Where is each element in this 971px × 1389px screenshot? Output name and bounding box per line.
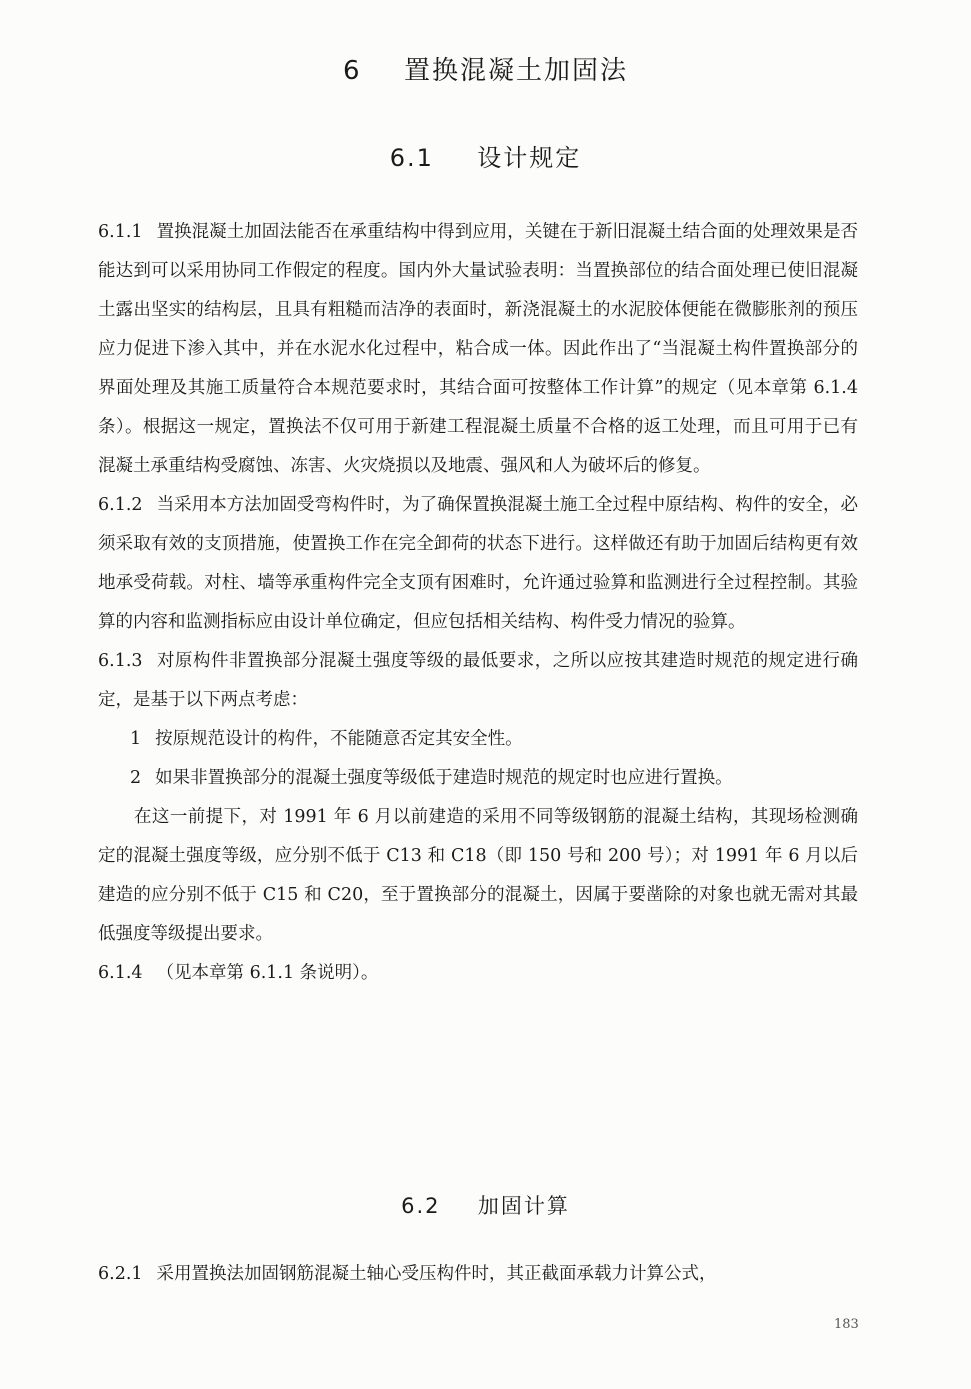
chapter-number: 6 — [342, 56, 362, 86]
clause-text: 置换混凝土加固法能否在承重结构中得到应用，关键在于新旧混凝土结合面的处理效果是否能达到可以采用协同工作假定的程度。国内外大量试验表明：当置换部位的结合面处理已使旧混凝土露出坚实的结构层，且具有粗糙而洁净的表面时，新浇混凝土的水泥胶体便能在微膨胀剂的预压应力促进下渗入其中，并在水泥水化过程中，粘合成一体。因此作出了“当混凝土构件置换部分的界面处理及其施工质量符合本规范要求时，其结合面可按整体工作计算”的规定（见本章第 6.1.4 条）。根据这一规定，置换法不仅可用于新建工程混凝土质量不合格的返工处理，而且可用于已有混凝土承重结构受腐蚀、冻害、火灾烧损以及地震、强风和人为破坏后的修复。 — [98, 222, 858, 476]
clause-6-1-2 — [98, 486, 858, 642]
chapter-title — [0, 50, 971, 87]
list-item-2 — [98, 759, 858, 798]
section-6-1-body — [98, 213, 858, 993]
clause-number: 6.1.2 — [98, 495, 143, 515]
clause-number: 6.1.1 — [98, 222, 143, 242]
section-number: 6.1 — [389, 144, 434, 172]
section-title-text: 设计规定 — [477, 144, 582, 172]
clause-text: 当采用本方法加固受弯构件时，为了确保置换混凝土施工全过程中原结构、构件的安全，必须采取有效的支顶措施，使置换工作在完全卸荷的状态下进行。这样做还有助于加固后结构更有效地承受荷载。对柱、墙等承重构件完全支顶有困难时，允许通过验算和监测进行全过程控制。其验算的内容和监测指标应由设计单位确定，但应包括相关结构、构件受力情况的验算。 — [98, 495, 858, 632]
section-number: 6.2 — [401, 1194, 441, 1218]
section-title-text: 加固计算 — [477, 1194, 570, 1218]
clause-6-1-4 — [98, 954, 858, 993]
chapter-title-text: 置换混凝土加固法 — [404, 56, 629, 86]
section-title-6-2 — [0, 1190, 971, 1220]
list-item-text: 如果非置换部分的混凝土强度等级低于建造时规范的规定时也应进行置换。 — [155, 768, 733, 788]
list-item-number: 1 — [130, 729, 142, 749]
clause-text: 对原构件非置换部分混凝土强度等级的最低要求，之所以应按其建造时规范的规定进行确定，是基于以下两点考虑： — [98, 651, 858, 710]
list-item-1 — [98, 720, 858, 759]
clause-text: （见本章第 6.1.1 条说明）。 — [156, 963, 379, 983]
section-6-2-body — [98, 1255, 858, 1294]
list-item-text: 按原规范设计的构件，不能随意否定其安全性。 — [155, 729, 523, 749]
clause-number: 6.1.3 — [98, 651, 143, 671]
clause-6-1-3 — [98, 642, 858, 720]
clause-text: 采用置换法加固钢筋混凝土轴心受压构件时，其正截面承载力计算公式， — [156, 1264, 717, 1284]
clause-number: 6.1.4 — [98, 963, 143, 983]
page-number: 183 — [834, 1317, 859, 1332]
list-item-number: 2 — [130, 768, 142, 788]
clause-6-2-1 — [98, 1255, 858, 1294]
clause-6-1-3-followup: 在这一前提下，对 1991 年 6 月以前建造的采用不同等级钢筋的混凝土结构，其现场检测确定的混凝土强度等级，应分别不低于 C13 和 C18（即 150 号和 200 号）；对 1991 年 6 月以后建造的应分别不低于 C15 和 C20，至于置换部分的混凝土，因属于要凿除的对象也就无需对其最低强度等级提出要求。 — [98, 807, 858, 944]
clause-6-1-1 — [98, 213, 858, 486]
clause-number: 6.2.1 — [98, 1264, 143, 1284]
section-title-6-1 — [0, 138, 971, 173]
